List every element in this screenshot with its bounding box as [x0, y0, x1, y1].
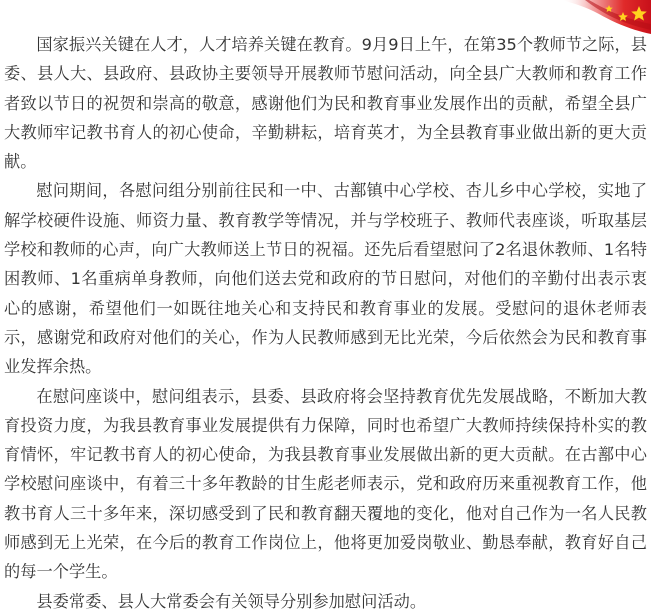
paragraph: 国家振兴关键在人才，人才培养关键在教育。9月9日上午，在第35个教师节之际，县委、县人大、县政府、县政协主要领导开展教师节慰问活动，向全县广大教师和教育工作者致以节日的祝贺和崇高的敬意，感谢他们为民和教育事业发展作出的贡献，希望全县广大教师牢记教书育人的初心使命，辛勤耕耘，培育英才，为全县教育事业做出新的更大贡献。 — [4, 35, 647, 172]
paragraph: 慰问期间，各慰问组分别前往民和一中、古鄯镇中心学校、杏儿乡中心学校，实地了解学校硬件设施、师资力量、教育教学等情况，并与学校班子、教师代表座谈，听取基层学校和教师的心声，向广大教师送上节日的祝福。还先后看望慰问了2名退休教师、1名特困教师、1名重病单身教师，向他们送去党和政府的节日慰问，对他们的辛勤付出表示衷心的感谢，希望他们一如既往地关心和支持民和教育事业的发展。受慰问的退休老师表示，感谢党和政府对他们的关心，作为人民教师感到无比光荣，今后依然会为民和教育事业发挥余热。 — [4, 181, 647, 377]
article-body — [4, 30, 647, 616]
paragraph: 在慰问座谈中，慰问组表示，县委、县政府将会坚持教育优先发展战略，不断加大教育投资力度，为我县教育事业发展提供有力保障，同时也希望广大教师持续保持朴实的教育情怀，牢记教书育人的初心使命，为我县教育事业发展做出新的更大贡献。在古鄯中心学校慰问座谈中，有着三十多年教龄的甘生彪老师表示，党和政府历来重视教育工作，他教书育人三十多年来，深切感受到了民和教育翻天覆地的变化，他对自己作为一名人民教师感到无上光荣，在今后的教育工作岗位上，他将更加爱岗敬业、勤恳奉献，教育好自己的每一个学生。 — [4, 386, 647, 582]
red-flag-stars-icon — [541, 0, 651, 34]
paragraph: 县委常委、县人大常委会有关领导分别参加慰问活动。 — [36, 591, 427, 611]
